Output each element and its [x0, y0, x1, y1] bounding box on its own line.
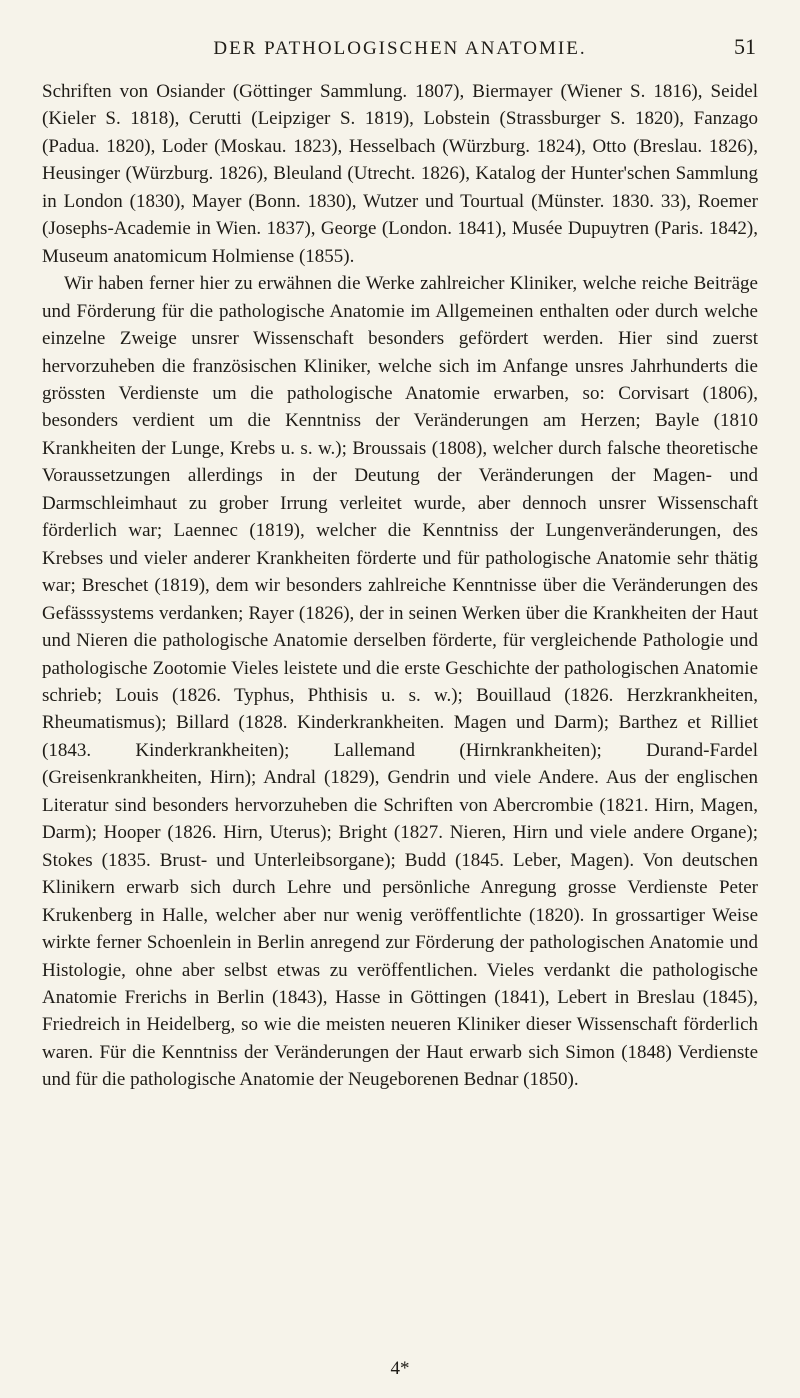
paragraph-clinicians: Wir haben ferner hier zu erwähnen die Werke zahlreicher Kliniker, welche reiche Beiträge und Förderung für die pathologische Anatomie im Allgemeinen enthalten oder durch welche einzelne Zweige unsrer Wissenschaft besonders gefördert werden. Hier sind zuerst hervorzuheben die französischen Kliniker, welche sich im Anfange unsres Jahrhunderts die grössten Verdienste um die pathologische Anatomie erwarben, so: Corvisart (1806), besonders verdient um die Kenntniss der Veränderungen am Herzen; Bayle (1810 Krankheiten der Lunge, Krebs u. s. w.); Broussais (1808), welcher durch falsche theoretische Voraussetzungen allerdings in der Deutung der Veränderungen der Magen- und Darmschleimhaut zu grober Irrung verleitet wurde, aber dennoch unsrer Wissenschaft förderlich war; Laennec (1819), welcher die Kenntniss der Lungenveränderungen, des Krebses und vieler anderer Krankheiten förderte und für pathologische Anatomie sehr thätig war; Breschet (1819), dem wir besonders zahlreiche Kenntnisse über die Veränderungen des Gefässsystems verdanken; Rayer (1826), der in seinen Werken über die Krankheiten der Haut und Nieren die pathologische Anatomie derselben förderte, für vergleichende Pathologie und pathologische Zootomie Vieles leistete und die erste Geschichte der pathologischen Anatomie schrieb; Louis (1826. Typhus, Phthisis u. s. w.); Bouillaud (1826. Herzkrankheiten, Rheumatismus); Billard (1828. Kinderkrankheiten. Magen und Darm); Barthez et Rilliet (1843. Kinderkrankheiten); Lallemand (Hirnkrankheiten); Durand-Fardel (Greisenkrankheiten, Hirn); Andral (1829), Gendrin und viele Andere. Aus der englischen Literatur sind besonders hervorzuheben die Schriften von Abercrombie (1821. Hirn, Magen, Darm); Hooper (1826. Hirn, Uterus); Bright (1827. Nieren, Hirn und viele andere Organe); Stokes (1835. Brust- und Unterleibsorgane); Budd (1845. Leber, Magen). Von deutschen Klinikern erwarb sich durch Lehre und persönliche Anregung grosse Verdienste Peter Krukenberg in Halle, welcher aber nur wenig veröffentlichte (1820). In grossartiger Weise wirkte ferner Schoenlein in Berlin anregend zur Förderung der pathologischen Anatomie und Histologie, ohne aber selbst etwas zu veröffentlichen. Vieles verdankt die pathologische Anatomie Frerichs in Berlin (1843), Hasse in Göttingen (1841), Lebert in Breslau (1845), Friedreich in Heidelberg, so wie die meisten neueren Kliniker dieser Wissenschaft förderlich waren. Für die Kenntniss der Veränderungen der Haut erwarb sich Simon (1848) Verdienste und für die pathologische Anatomie der Neugeborenen Bednar (1850). [42, 273, 758, 1091]
body-text [42, 78, 758, 1094]
paragraph-collections: Schriften von Osiander (Göttinger Sammlung. 1807), Biermayer (Wiener S. 1816), Seidel (Kieler S. 1818), Cerutti (Leipziger S. 1819), Lobstein (Strassburger S. 1820), Fanzago (Padua. 1820), Loder (Moskau. 1823), Hesselbach (Würzburg. 1824), Otto (Breslau. 1826), Heusinger (Würzburg. 1826), Bleuland (Utrecht. 1826), Katalog der Hunter'schen Sammlung in London (1830), Mayer (Bonn. 1830), Wutzer und Tourtual (Münster. 1830. 33), Roemer (Josephs-Academie in Wien. 1837), George (London. 1841), Musée Dupuytren (Paris. 1842), Museum anatomicum Holmiense (1855). [42, 81, 758, 267]
running-title: DER PATHOLOGISCHEN ANATOMIE. [213, 38, 587, 59]
running-head [42, 30, 758, 78]
signature-mark: 4* [390, 1358, 410, 1379]
page-number: 51 [734, 34, 756, 59]
